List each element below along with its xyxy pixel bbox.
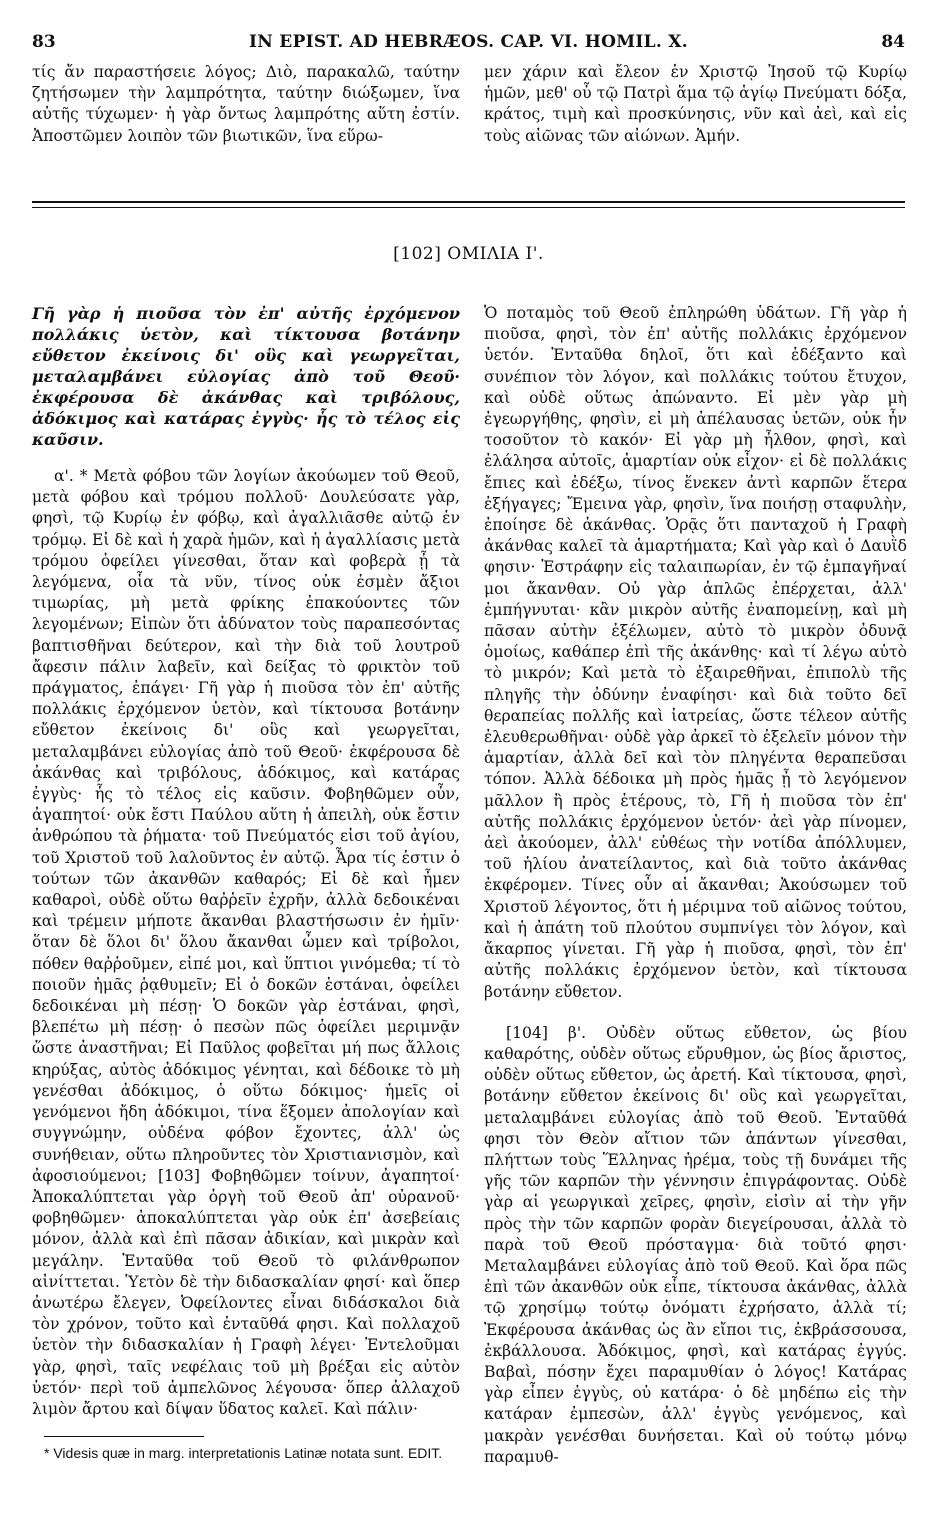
running-title: IN EPIST. AD HEBRÆOS. CAP. VI. HOMIL. X. (249, 32, 688, 52)
paragraph-gap (484, 1003, 907, 1023)
section-rule-thick (32, 201, 905, 203)
footnote-separator (44, 1436, 204, 1437)
top-right-text: μεν χάριν καὶ ἔλεον ἐν Χριστῷ Ἰησοῦ τῷ Κυρίῳ ἡμῶν, μεθ' οὗ τῷ Πατρὶ ἅμα τῷ ἁγίῳ Πνεύματι δόξα, κράτος, τιμὴ καὶ προσκύνησις, νῦν καὶ ἀεὶ, καὶ εἰς τοὺς αἰῶνας τῶν αἰώνων. Ἀμήν. (484, 63, 907, 145)
body-right-column (484, 303, 907, 1468)
page-number-right: 84 (881, 32, 905, 52)
body-left-column (32, 303, 460, 1420)
homily-title: [102] ΟΜΙΛΙΑ Ι'. (393, 244, 544, 264)
top-right-column (484, 62, 907, 147)
running-header (32, 32, 905, 56)
right-paragraph-2: [104] β'. Οὐδὲν οὕτως εὔθετον, ὡς βίου καθαρότης, οὐδὲν οὕτως εὔρυθμον, ὡς βίος ἄριστος, οὐδὲν οὕτως εὔθετον, ὡς ἀρετή. Καὶ τίκτουσα, φησὶ, βοτάνην εὔθετον ἐκείνοις δι' οὓς καὶ γεωργεῖται, μεταλαμβάνει εὐλογίας ἀπὸ τοῦ Θεοῦ. Ἐνταῦθά φησι τὸν Θεὸν αἴτιον τῶν ἁπάντων γίνεσθαι, πλήττων τοὺς Ἕλληνας ἠρέμα, τοὺς τῇ δυνάμει τῆς γῆς τῶν καρπῶν τὴν γέννησιν ἐπιγράφοντας. Οὐδὲ γὰρ αἱ γεωργικαὶ χεῖρες, φησὶν, εἰσὶν αἱ τὴν γῆν πρὸς τὴν τῶν καρπῶν φορὰν διεγείρουσαι, ἀλλὰ τὸ παρὰ τοῦ Θεοῦ πρόσταγμα· διὰ τοῦτό φησι· Μεταλαμβάνει εὐλογίας ἀπὸ τοῦ Θεοῦ. Καὶ ὅρα πῶς ἐπὶ τῶν ἀκανθῶν οὐκ εἶπε, τίκτουσα ἀκάνθας, ἀλλὰ τῷ χρησίμῳ τούτῳ ὀνόματι ἐχρήσατο, ἀλλὰ τί; Ἐκφέρουσα ἀκάνθας ὡς ἂν εἴποι τις, ἐκβράσσουσα, ἐκβάλλουσα. Ἀδόκιμος, φησὶ, καὶ κατάρας ἐγγύς. Βαβαὶ, πόσην ἔχει παραμυθίαν ὁ λόγος! Κατάρας γὰρ εἶπεν ἐγγὺς, οὐ κατάρα· ὁ δὲ μηδέπω εἰς τὴν κατάραν ἐμπεσὼν, ἀλλ' ἐγγὺς γενόμενος, καὶ μακρὰν γενέσθαι δυνήσεται. Καὶ οὐ τούτῳ μόνῳ παραμυθ- (484, 1023, 907, 1466)
footnote: * Videsis quæ in marg. interpretationis Latinæ notata sunt. EDIT. (44, 1445, 443, 1461)
top-left-text: τίς ἄν παραστήσειε λόγος; Διὸ, παρακαλῶ, ταύτην ζητήσωμεν τὴν λαμπρότητα, ταύτην διώξωμεν, ἵνα αὐτῆς τύχωμεν· ἡ γὰρ ὄντως λαμπρότης αὕτη ἐστίν. Ἀποστῶμεν λοιπὸν τῶν βιωτικῶν, ἵνα εὕρω- (32, 63, 460, 145)
right-paragraph-1: Ὁ ποταμὸς τοῦ Θεοῦ ἐπληρώθη ὑδάτων. Γῆ γὰρ ἡ πιοῦσα, φησὶ, τὸν ἐπ' αὐτῆς πολλάκις ἐρχόμενον ὑετόν. Ἐνταῦθα δηλοῖ, ὅτι καὶ ἐδέξαντο καὶ συνέπιον τὸν λόγον, καὶ πολλάκις τούτου ἔτυχον, καὶ οὐδὲ οὕτως ἀπώναντο. Εἰ μὲν γὰρ μὴ ἐγεωργήθης, φησὶν, εἰ μὴ ἀπέλαυσας ὑετῶν, οὐκ ἦν τοσοῦτον τὸ κακόν· Εἰ γὰρ μὴ ἦλθον, φησὶ, καὶ ἐλάλησα αὐτοῖς, ἁμαρτίαν οὐκ εἶχον· εἰ δὲ πολλάκις ἔπιες καὶ ἐδέξω, τίνος ἕνεκεν ἀντὶ καρπῶν ἕτερα ἐξήγαγες; Ἔμεινα γὰρ, φησὶν, ἵνα ποιήσῃ σταφυλὴν, ἐποίησε δὲ ἀκάνθας. Ὁρᾷς ὅτι πανταχοῦ ἡ Γραφὴ ἀκάνθας καλεῖ τὰ ἁμαρτήματα; Καὶ γὰρ καὶ ὁ Δαυῒδ φησιν· Ἐστράφην εἰς ταλαιπωρίαν, ἐν τῷ ἐμπαγῆναί μοι ἄκανθαν. Οὐ γὰρ ἁπλῶς ἐπέρχεται, ἀλλ' ἐμπήγνυται· κἂν μικρὸν αὐτῆς ἐναπομείνῃ, καὶ μὴ πᾶσαν αὐτὴν ἐξέλωμεν, αὐτὸ τὸ μικρὸν ὀδυνᾷ ὁμοίως, καθάπερ ἐπὶ τῆς ἀκάνθης· καὶ τί λέγω αὐτὸ τὸ μικρόν; Καὶ μετὰ τὸ ἐξαιρεθῆναι, ἐπιπολὺ τῆς πληγῆς τὴν ὀδύνην ἐναφίησι· καὶ διὰ τοῦτο δεῖ θεραπείας πολλῆς καὶ ἰατρείας, ὥστε τέλεον αὐτῆς ἐλευθερωθῆναι· οὐδὲ γὰρ ἀρκεῖ τὸ ἐξελεῖν μόνον τὴν ἁμαρτίαν, ἀλλὰ δεῖ καὶ τὸν πληγέντα θεραπεῦσαι τόπον. Ἀλλὰ δέδοικα μὴ πρὸς ἡμᾶς ᾖ τὸ λεγόμενον μᾶλλον ἢ πρὸς ἑτέρους, τὸ, Γῆ ἡ πιοῦσα τὸν ἐπ' αὐτῆς πολλάκις ἐρχόμενον ὑετόν· ἀεὶ γὰρ πίνομεν, ἀεὶ ἀκούομεν, ἀλλ' εὐθέως τὴν νοτίδα ἀπόλλυμεν, τοῦ ἡλίου ἀνατείλαντος, καὶ διὰ τοῦτο ἀκάνθας ἐκφέρομεν. Τίνες οὖν αἱ ἄκανθαι; Ἀκούσωμεν τοῦ Χριστοῦ λέγοντος, ὅτι ἡ μέριμνα τοῦ αἰῶνος τούτου, καὶ ἡ ἀπάτη τοῦ πλούτου συμπνίγει τὸν λόγον, καὶ ἄκαρπος γίνεται. Γῆ γὰρ ἡ πιοῦσα, φησὶ, τὸν ἐπ' αὐτῆς πολλάκις ἐρχόμενον ὑετὸν, καὶ τίκτουσα βοτάνην εὔθετον. (484, 304, 907, 1001)
scripture-verse: Γῆ γὰρ ἡ πιοῦσα τὸν ἐπ' αὐτῆς ἐρχόμενον πολλάκις ὑετὸν, καὶ τίκτουσα βοτάνην εὔθετον ἐκείνοις δι' οὓς καὶ γεωργεῖται, μεταλαμβάνει εὐλογίας ἀπὸ τοῦ Θεοῦ· ἐκφέρουσα δὲ ἀκάνθας καὶ τριβόλους, ἀδόκιμος καὶ κατάρας ἐγγὺς· ἧς τὸ τέλος εἰς καῦσιν. (32, 304, 460, 449)
top-left-column (32, 62, 460, 147)
section-rule-thin (32, 207, 905, 208)
left-paragraph: α'. * Μετὰ φόβου τῶν λογίων ἀκούωμεν τοῦ Θεοῦ, μετὰ φόβου καὶ τρόμου πολλοῦ· Δουλεύσατε γὰρ, φησὶ, τῷ Κυρίῳ ἐν φόβῳ, καὶ ἀγαλλιᾶσθε αὐτῷ ἐν τρόμῳ. Εἰ δὲ καὶ ἡ χαρὰ ἡμῶν, καὶ ἡ ἀγαλλίασις μετὰ τρόμου ὀφείλει γίνεσθαι, ὅταν καὶ φοβερὰ ᾖ τὰ λεγόμενα, οἷα τὰ νῦν, τίνος οὐκ ἐσμὲν ἄξιοι τιμωρίας, μὴ μετὰ φρίκης ἐπακούοντες τῶν λεγομένων; Εἰπὼν ὅτι ἀδύνατον τοὺς παραπεσόντας βαπτισθῆναι δεύτερον, καὶ τὴν διὰ τοῦ λουτροῦ ἄφεσιν πάλιν λαβεῖν, καὶ δείξας τὸ φρικτὸν τοῦ πράγματος, ἐπάγει· Γῆ γὰρ ἡ πιοῦσα τὸν ἐπ' αὐτῆς πολλάκις ἐρχόμενον ὑετὸν, καὶ τίκτουσα βοτάνην εὔθετον ἐκείνοις δι' οὓς καὶ γεωργεῖται, μεταλαμβάνει εὐλογίας ἀπὸ τοῦ Θεοῦ· ἐκφέρουσα δὲ ἀκάνθας καὶ τριβόλους, ἀδόκιμος, καὶ κατάρας ἐγγὺς· ἧς τὸ τέλος εἰς καῦσιν. Φοβηθῶμεν οὖν, ἀγαπητοί· οὐκ ἔστι Παύλου αὕτη ἡ ἀπειλὴ, οὐκ ἔστιν ἀνθρώπου τὰ ῥήματα· τοῦ Πνεύματός εἰσι τοῦ ἁγίου, τοῦ Χριστοῦ τοῦ λαλοῦντος ἐν αὐτῷ. Ἆρα τίς ἐστιν ὁ τούτων τῶν ἀκανθῶν καθαρός; Εἰ δὲ καὶ ἦμεν καθαροὶ, οὐδὲ οὕτω θαῤῥεῖν ἐχρῆν, ἀλλὰ δεδοικέναι καὶ τρέμειν μήποτε ἄκανθαι βλαστήσωσιν ἐν ἡμῖν· ὅταν δὲ ὅλοι δι' ὅλου ἄκανθαι ὦμεν καὶ τρίβολοι, πόθεν θαῤῥοῦμεν, εἰπέ μοι, καὶ ὕπτιοι γινόμεθα; τί τὸ ποιοῦν ἡμᾶς ῥᾳθυμεῖν; Εἰ ὁ δοκῶν ἑστάναι, ὀφείλει δεδοικέναι μὴ πέσῃ· Ὁ δοκῶν γὰρ ἑστάναι, φησὶ, βλεπέτω μὴ πέσῃ· ὁ πεσὼν πῶς ὀφείλει μεριμνᾷν ὥστε ἀναστῆναι; Εἰ Παῦλος φοβεῖται μή πως ἄλλοις κηρύξας, αὐτὸς ἀδόκιμος γένηται, καὶ δέδοικε τὸ μὴ γενέσθαι ἀδόκιμος, ὁ οὕτω δόκιμος· ἡμεῖς οἱ γενόμενοι ἤδη ἀδόκιμοι, τίνα ἕξομεν ἀπολογίαν καὶ συγγνώμην, οὐδένα φόβον ἔχοντες, ἀλλ' ὡς συνήθειαν, οὕτω πληροῦντες τὸν Χριστιανισμὸν, καὶ ἀφοσιούμενοι; [103] Φοβηθῶμεν τοίνυν, ἀγαπητοί· Ἀποκαλύπτεται γὰρ ὀργὴ τοῦ Θεοῦ ἀπ' οὐρανοῦ· φοβηθῶμεν· ἀποκαλύπτεται γὰρ οὐκ ἐπ' ἀσεβείαις μόνον, ἀλλὰ καὶ ἐπὶ πᾶσαν ἀδικίαν, καὶ μικρὰν καὶ μεγάλην. Ἐνταῦθα τοῦ Θεοῦ τὸ φιλάνθρωπον αἰνίττεται. Ὑετὸν δὲ τὴν διδασκαλίαν φησί· καὶ ὅπερ ἀνωτέρω ἔλεγεν, Ὀφείλοντες εἶναι διδάσκαλοι διὰ τὸν χρόνον, τοῦτο καὶ ἐνταῦθά φησι. Καὶ πολλαχοῦ ὑετὸν τὴν διδασκαλίαν ἡ Γραφὴ λέγει· Ἐντελοῦμαι γὰρ, φησὶ, ταῖς νεφέλαις τοῦ μὴ βρέξαι εἰς αὐτὸν ὑετόν· περὶ τοῦ ἀμπελῶνος λέγουσα· ὅπερ ἀλλαχοῦ λιμὸν ἄρτου καὶ δίψαν ὕδατος καλεῖ. Καὶ πάλιν· (32, 467, 460, 1418)
page-number-left: 83 (32, 32, 56, 52)
